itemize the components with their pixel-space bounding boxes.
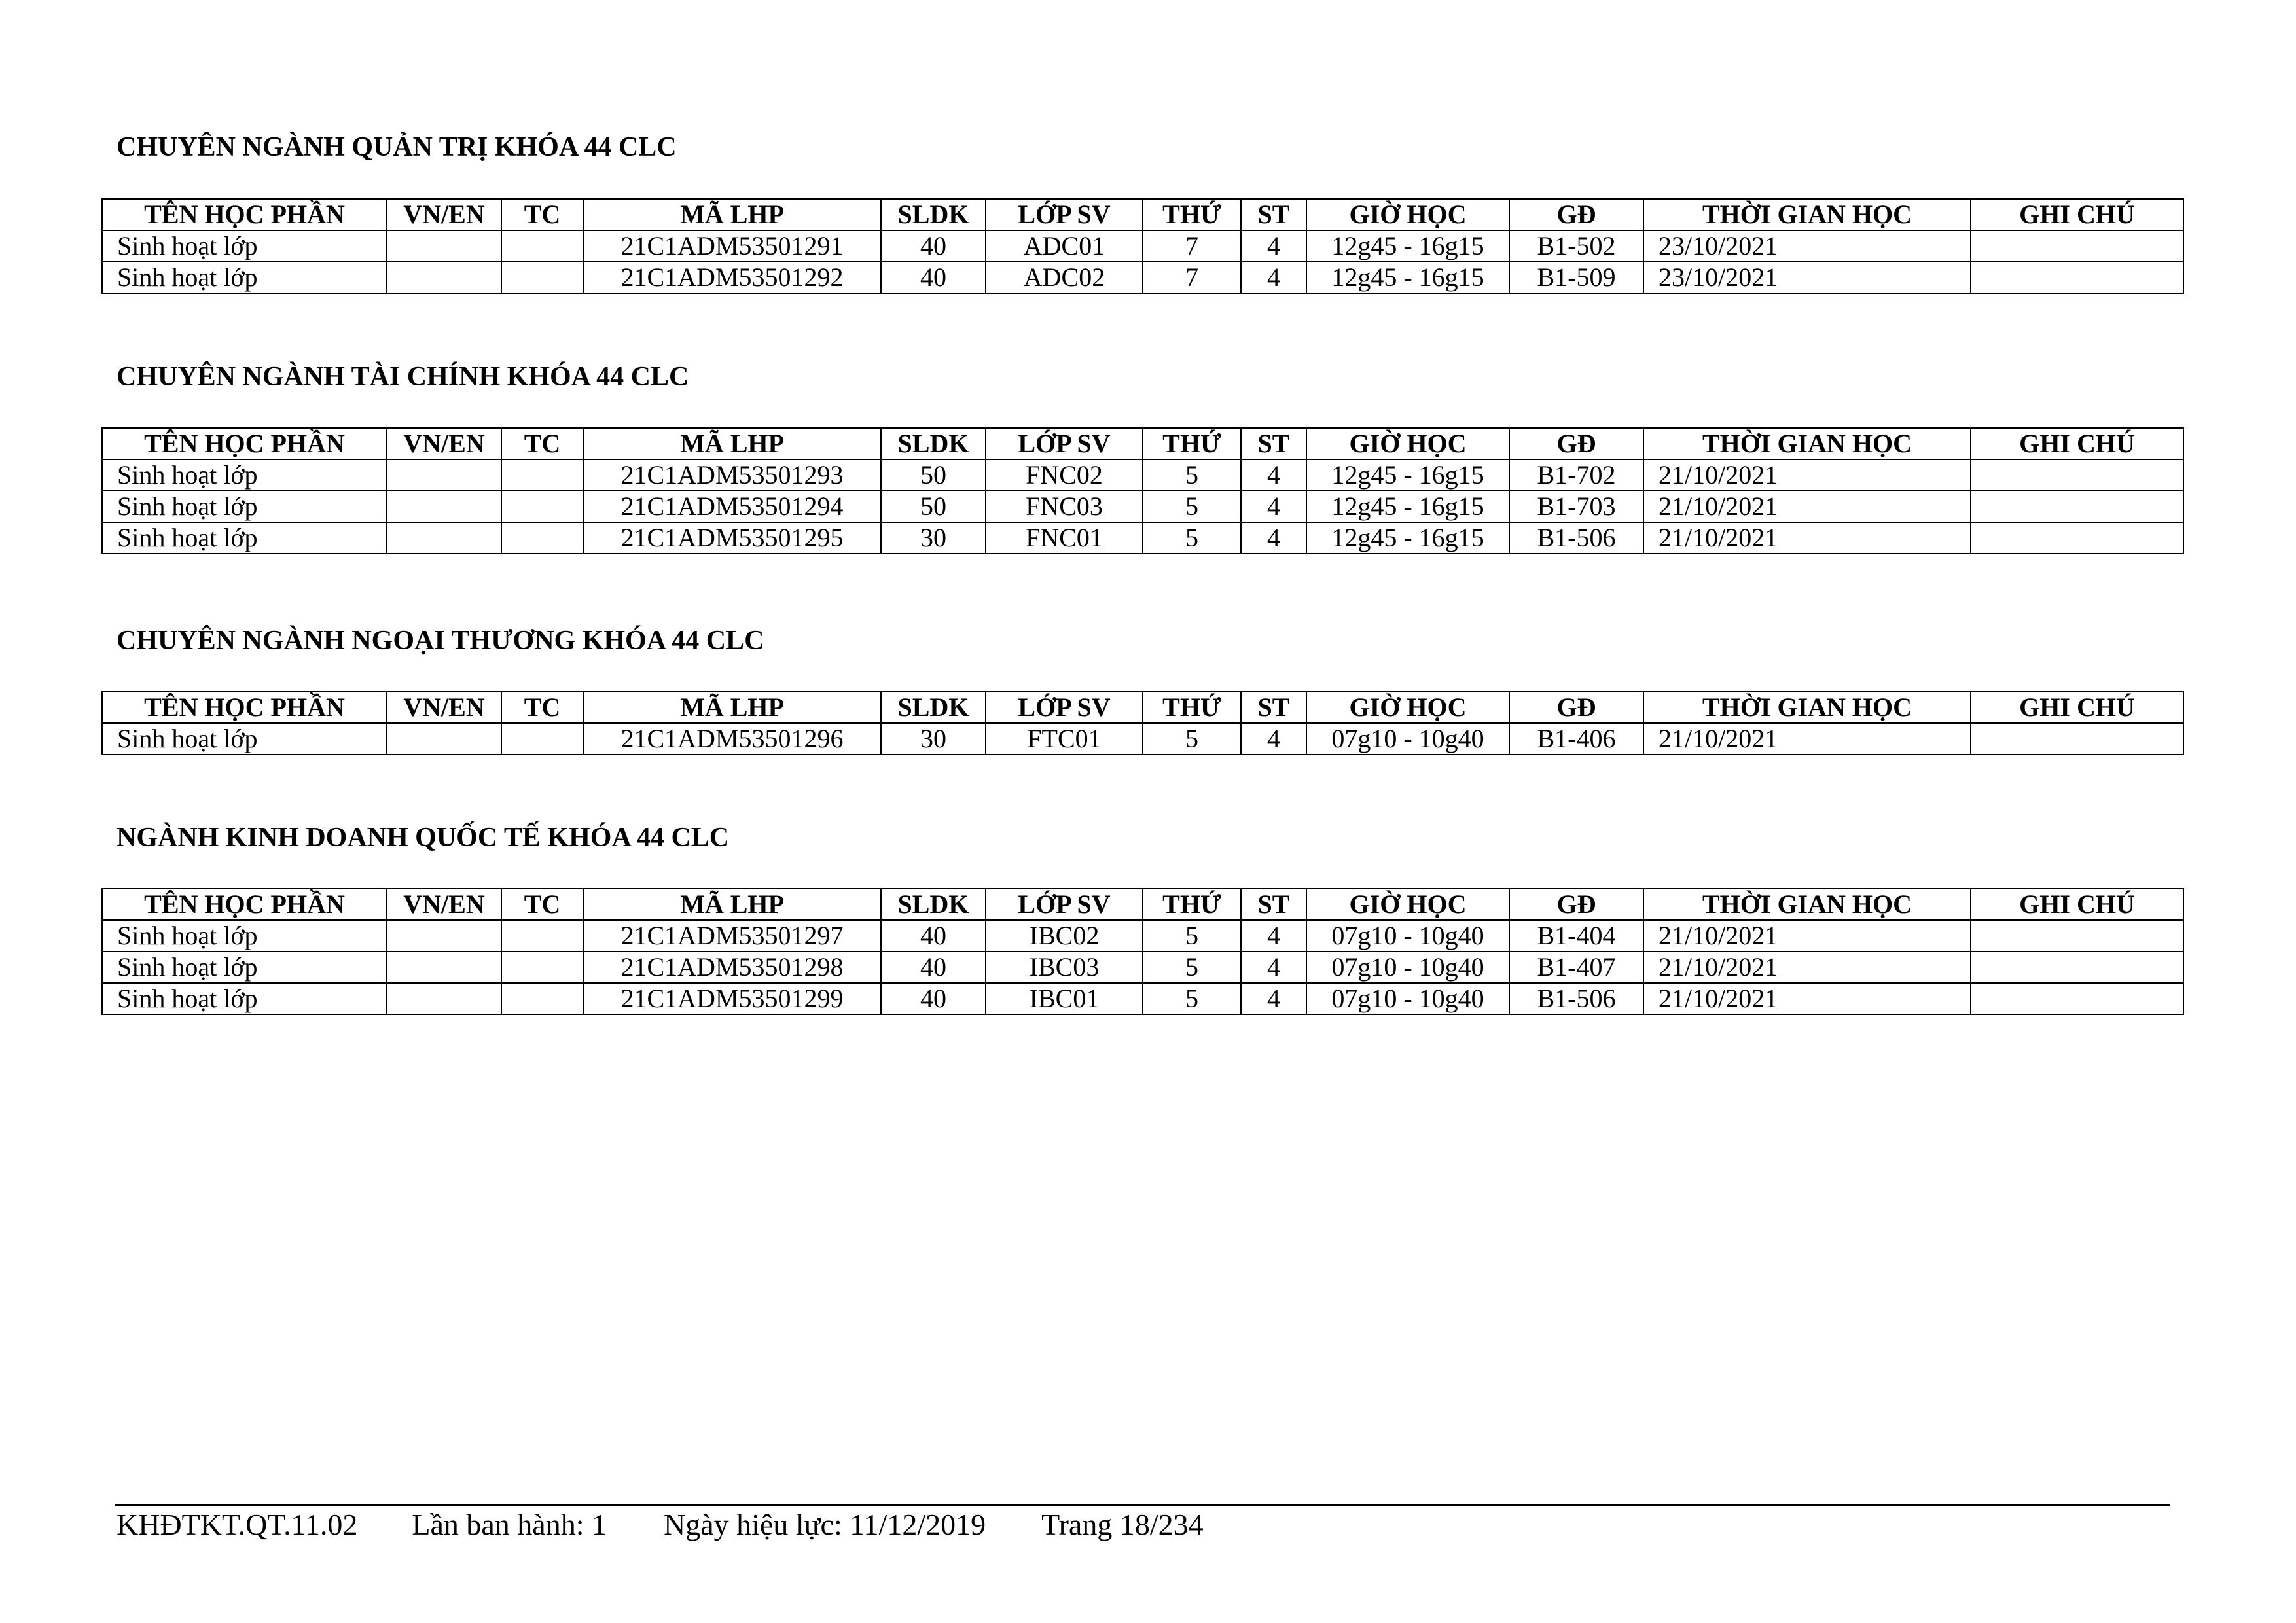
cell-thoi-gian-hoc: 23/10/2021	[1643, 262, 1971, 293]
cell-tc	[501, 230, 583, 262]
section-title-kinh-doanh-quoc-te: NGÀNH KINH DOANH QUỐC TẾ KHÓA 44 CLC	[117, 823, 730, 853]
cell-ma-lhp: 21C1ADM53501295	[583, 522, 881, 554]
cell-st: 4	[1241, 262, 1306, 293]
col-header-vn-en: VN/EN	[387, 199, 501, 230]
page-footer	[117, 1505, 1204, 1544]
cell-ghi-chu	[1971, 983, 2183, 1014]
col-header-st: ST	[1241, 428, 1306, 459]
col-header-lop-sv: LỚP SV	[986, 199, 1143, 230]
table-row	[102, 491, 2183, 522]
cell-thu: 5	[1143, 920, 1241, 952]
table-row	[102, 723, 2183, 755]
col-header-sldk: SLDK	[881, 199, 986, 230]
cell-gd: B1-506	[1509, 983, 1643, 1014]
cell-sldk: 50	[881, 459, 986, 491]
cell-thoi-gian-hoc: 23/10/2021	[1643, 230, 1971, 262]
cell-ghi-chu	[1971, 723, 2183, 755]
cell-tc	[501, 952, 583, 983]
cell-ten-hoc-phan: Sinh hoạt lớp	[102, 230, 387, 262]
cell-vn-en	[387, 723, 501, 755]
cell-ma-lhp: 21C1ADM53501294	[583, 491, 881, 522]
cell-tc	[501, 459, 583, 491]
cell-gd: B1-703	[1509, 491, 1643, 522]
cell-st: 4	[1241, 459, 1306, 491]
col-header-gio-hoc: GIỜ HỌC	[1306, 889, 1509, 920]
cell-sldk: 40	[881, 262, 986, 293]
section-title-quan-tri: CHUYÊN NGÀNH QUẢN TRỊ KHÓA 44 CLC	[117, 132, 677, 162]
col-header-sldk: SLDK	[881, 692, 986, 723]
cell-sldk: 50	[881, 491, 986, 522]
cell-st: 4	[1241, 491, 1306, 522]
cell-ten-hoc-phan: Sinh hoạt lớp	[102, 723, 387, 755]
cell-ten-hoc-phan: Sinh hoạt lớp	[102, 522, 387, 554]
cell-sldk: 40	[881, 920, 986, 952]
cell-gd: B1-406	[1509, 723, 1643, 755]
cell-ma-lhp: 21C1ADM53501291	[583, 230, 881, 262]
table-header-row	[102, 428, 2183, 459]
cell-st: 4	[1241, 522, 1306, 554]
col-header-gd: GĐ	[1509, 199, 1643, 230]
col-header-ten-hoc-phan: TÊN HỌC PHẦN	[102, 199, 387, 230]
cell-lop-sv: FNC02	[986, 459, 1143, 491]
cell-ten-hoc-phan: Sinh hoạt lớp	[102, 262, 387, 293]
schedule-table-tai-chinh	[101, 427, 2184, 554]
cell-tc	[501, 262, 583, 293]
cell-vn-en	[387, 920, 501, 952]
col-header-gio-hoc: GIỜ HỌC	[1306, 692, 1509, 723]
col-header-ten-hoc-phan: TÊN HỌC PHẦN	[102, 428, 387, 459]
cell-gio-hoc: 12g45 - 16g15	[1306, 522, 1509, 554]
cell-sldk: 40	[881, 983, 986, 1014]
col-header-tc: TC	[501, 889, 583, 920]
table-header-row	[102, 692, 2183, 723]
col-header-lop-sv: LỚP SV	[986, 889, 1143, 920]
schedule-table-ngoai-thuong	[101, 691, 2184, 755]
cell-ma-lhp: 21C1ADM53501296	[583, 723, 881, 755]
cell-ghi-chu	[1971, 920, 2183, 952]
col-header-thoi-gian-hoc: THỜI GIAN HỌC	[1643, 199, 1971, 230]
col-header-st: ST	[1241, 889, 1306, 920]
table-row	[102, 262, 2183, 293]
cell-tc	[501, 920, 583, 952]
col-header-sldk: SLDK	[881, 889, 986, 920]
cell-tc	[501, 522, 583, 554]
cell-thoi-gian-hoc: 21/10/2021	[1643, 952, 1971, 983]
cell-thu: 5	[1143, 983, 1241, 1014]
col-header-gd: GĐ	[1509, 692, 1643, 723]
cell-lop-sv: FTC01	[986, 723, 1143, 755]
col-header-thoi-gian-hoc: THỜI GIAN HỌC	[1643, 889, 1971, 920]
cell-thoi-gian-hoc: 21/10/2021	[1643, 522, 1971, 554]
cell-gd: B1-404	[1509, 920, 1643, 952]
cell-st: 4	[1241, 983, 1306, 1014]
cell-st: 4	[1241, 723, 1306, 755]
col-header-ghi-chu: GHI CHÚ	[1971, 692, 2183, 723]
cell-gio-hoc: 12g45 - 16g15	[1306, 459, 1509, 491]
cell-thoi-gian-hoc: 21/10/2021	[1643, 983, 1971, 1014]
cell-tc	[501, 723, 583, 755]
cell-ten-hoc-phan: Sinh hoạt lớp	[102, 459, 387, 491]
col-header-ma-lhp: MÃ LHP	[583, 692, 881, 723]
cell-thoi-gian-hoc: 21/10/2021	[1643, 723, 1971, 755]
cell-thu: 5	[1143, 723, 1241, 755]
cell-vn-en	[387, 952, 501, 983]
cell-ten-hoc-phan: Sinh hoạt lớp	[102, 952, 387, 983]
cell-sldk: 30	[881, 522, 986, 554]
col-header-sldk: SLDK	[881, 428, 986, 459]
cell-thu: 5	[1143, 459, 1241, 491]
cell-vn-en	[387, 522, 501, 554]
schedule-table-quan-tri	[101, 198, 2184, 294]
section-title-tai-chinh: CHUYÊN NGÀNH TÀI CHÍNH KHÓA 44 CLC	[117, 362, 689, 392]
cell-ma-lhp: 21C1ADM53501293	[583, 459, 881, 491]
cell-ma-lhp: 21C1ADM53501292	[583, 262, 881, 293]
cell-gd: B1-506	[1509, 522, 1643, 554]
col-header-ma-lhp: MÃ LHP	[583, 889, 881, 920]
col-header-ten-hoc-phan: TÊN HỌC PHẦN	[102, 889, 387, 920]
cell-lop-sv: IBC02	[986, 920, 1143, 952]
table-header-row	[102, 889, 2183, 920]
cell-thu: 5	[1143, 952, 1241, 983]
table-row	[102, 920, 2183, 952]
section-title-ngoai-thuong: CHUYÊN NGÀNH NGOẠI THƯƠNG KHÓA 44 CLC	[117, 626, 764, 656]
col-header-ma-lhp: MÃ LHP	[583, 428, 881, 459]
col-header-ghi-chu: GHI CHÚ	[1971, 889, 2183, 920]
cell-vn-en	[387, 459, 501, 491]
col-header-vn-en: VN/EN	[387, 692, 501, 723]
col-header-tc: TC	[501, 428, 583, 459]
cell-tc	[501, 491, 583, 522]
cell-ma-lhp: 21C1ADM53501297	[583, 920, 881, 952]
col-header-gd: GĐ	[1509, 889, 1643, 920]
col-header-lop-sv: LỚP SV	[986, 692, 1143, 723]
col-header-ten-hoc-phan: TÊN HỌC PHẦN	[102, 692, 387, 723]
cell-ghi-chu	[1971, 459, 2183, 491]
cell-ten-hoc-phan: Sinh hoạt lớp	[102, 491, 387, 522]
col-header-st: ST	[1241, 199, 1306, 230]
col-header-thoi-gian-hoc: THỜI GIAN HỌC	[1643, 428, 1971, 459]
cell-gd: B1-502	[1509, 230, 1643, 262]
cell-lop-sv: FNC01	[986, 522, 1143, 554]
cell-ghi-chu	[1971, 262, 2183, 293]
col-header-vn-en: VN/EN	[387, 428, 501, 459]
table-row	[102, 952, 2183, 983]
cell-sldk: 40	[881, 230, 986, 262]
col-header-ghi-chu: GHI CHÚ	[1971, 199, 2183, 230]
cell-ghi-chu	[1971, 952, 2183, 983]
cell-lop-sv: ADC01	[986, 230, 1143, 262]
col-header-gio-hoc: GIỜ HỌC	[1306, 428, 1509, 459]
cell-ghi-chu	[1971, 491, 2183, 522]
cell-ma-lhp: 21C1ADM53501298	[583, 952, 881, 983]
footer-document-code: KHĐTKT.QT.11.02	[117, 1508, 358, 1541]
cell-ghi-chu	[1971, 230, 2183, 262]
footer-edition: Lần ban hành: 1	[412, 1508, 607, 1541]
footer-effective-date: Ngày hiệu lực: 11/12/2019	[664, 1508, 986, 1541]
cell-st: 4	[1241, 952, 1306, 983]
col-header-tc: TC	[501, 692, 583, 723]
cell-sldk: 40	[881, 952, 986, 983]
cell-thoi-gian-hoc: 21/10/2021	[1643, 491, 1971, 522]
cell-st: 4	[1241, 230, 1306, 262]
table-header-row	[102, 199, 2183, 230]
cell-st: 4	[1241, 920, 1306, 952]
footer-page-number: Trang 18/234	[1041, 1508, 1204, 1541]
schedule-table-kinh-doanh-quoc-te	[101, 888, 2184, 1015]
cell-gio-hoc: 07g10 - 10g40	[1306, 952, 1509, 983]
col-header-gd: GĐ	[1509, 428, 1643, 459]
cell-vn-en	[387, 262, 501, 293]
col-header-ma-lhp: MÃ LHP	[583, 199, 881, 230]
cell-ten-hoc-phan: Sinh hoạt lớp	[102, 920, 387, 952]
cell-vn-en	[387, 491, 501, 522]
cell-lop-sv: IBC01	[986, 983, 1143, 1014]
table-row	[102, 522, 2183, 554]
cell-thu: 7	[1143, 262, 1241, 293]
col-header-ghi-chu: GHI CHÚ	[1971, 428, 2183, 459]
table-row	[102, 230, 2183, 262]
cell-gio-hoc: 12g45 - 16g15	[1306, 491, 1509, 522]
col-header-thoi-gian-hoc: THỜI GIAN HỌC	[1643, 692, 1971, 723]
col-header-thu: THỨ	[1143, 199, 1241, 230]
cell-gd: B1-509	[1509, 262, 1643, 293]
col-header-thu: THỨ	[1143, 692, 1241, 723]
cell-gd: B1-407	[1509, 952, 1643, 983]
cell-gio-hoc: 12g45 - 16g15	[1306, 262, 1509, 293]
cell-gd: B1-702	[1509, 459, 1643, 491]
cell-thu: 5	[1143, 522, 1241, 554]
table-row	[102, 459, 2183, 491]
cell-ma-lhp: 21C1ADM53501299	[583, 983, 881, 1014]
cell-vn-en	[387, 230, 501, 262]
col-header-lop-sv: LỚP SV	[986, 428, 1143, 459]
col-header-gio-hoc: GIỜ HỌC	[1306, 199, 1509, 230]
cell-sldk: 30	[881, 723, 986, 755]
cell-thoi-gian-hoc: 21/10/2021	[1643, 920, 1971, 952]
cell-ten-hoc-phan: Sinh hoạt lớp	[102, 983, 387, 1014]
cell-lop-sv: FNC03	[986, 491, 1143, 522]
col-header-st: ST	[1241, 692, 1306, 723]
cell-thu: 7	[1143, 230, 1241, 262]
cell-gio-hoc: 07g10 - 10g40	[1306, 983, 1509, 1014]
cell-ghi-chu	[1971, 522, 2183, 554]
cell-gio-hoc: 12g45 - 16g15	[1306, 230, 1509, 262]
cell-gio-hoc: 07g10 - 10g40	[1306, 723, 1509, 755]
cell-lop-sv: ADC02	[986, 262, 1143, 293]
col-header-thu: THỨ	[1143, 428, 1241, 459]
cell-tc	[501, 983, 583, 1014]
col-header-thu: THỨ	[1143, 889, 1241, 920]
table-row	[102, 983, 2183, 1014]
col-header-tc: TC	[501, 199, 583, 230]
cell-gio-hoc: 07g10 - 10g40	[1306, 920, 1509, 952]
col-header-vn-en: VN/EN	[387, 889, 501, 920]
cell-lop-sv: IBC03	[986, 952, 1143, 983]
cell-vn-en	[387, 983, 501, 1014]
cell-thu: 5	[1143, 491, 1241, 522]
cell-thoi-gian-hoc: 21/10/2021	[1643, 459, 1971, 491]
